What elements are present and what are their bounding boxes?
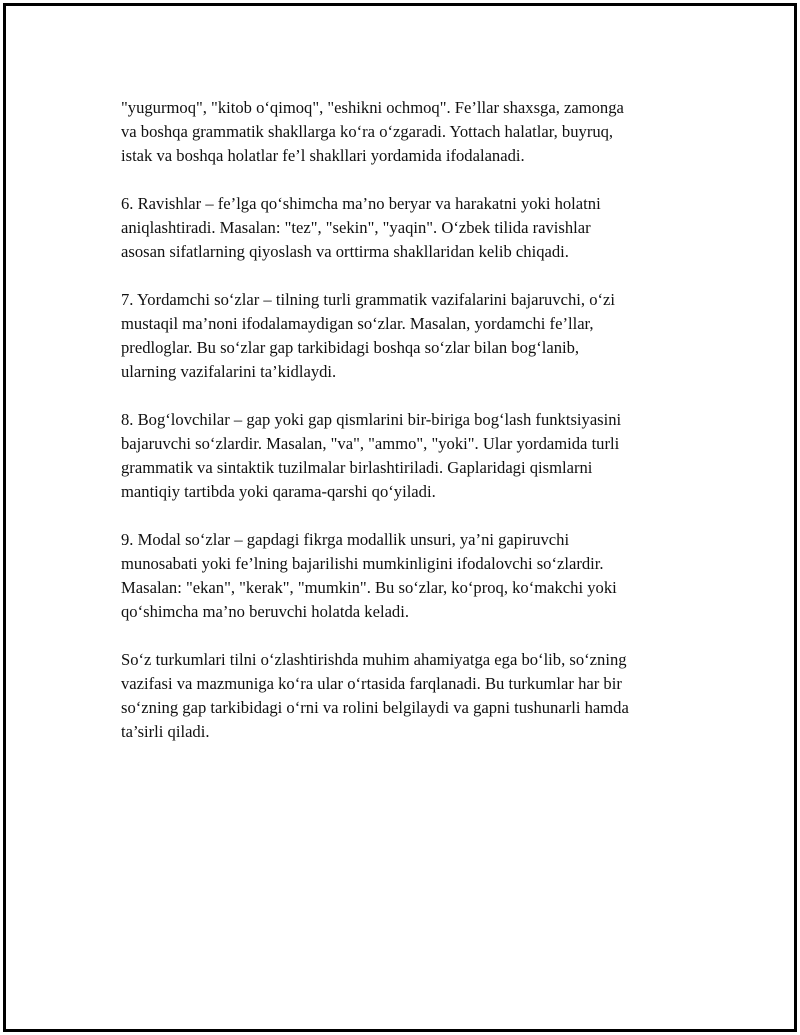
paragraph-modal-words: 9. Modal so‘zlar – gapdagi fikrga modallik unsuri, ya’ni gapiruvchi munosabati yoki fe’lning bajarilishi mumkinligini ifodalovchi so‘zlardir. Masalan: "ekan", "kerak", "mumkin". Bu so‘zlar, ko‘proq, ko‘makchi yoki qo‘shimcha ma’no beruvchi holatda keladi. — [121, 530, 617, 621]
paragraph-adverbs: 6. Ravishlar – fe’lga qo‘shimcha ma’no beryar va harakatni yoki holatni aniqlashtiradi. Masalan: "tez", "sekin", "yaqin". O‘zbek tilida ravishlar asosan sifatlarning qiyoslash va orttirma shakllaridan kelib chiqadi. — [121, 194, 601, 261]
paragraph-verbs-continued: "yugurmoq", "kitob o‘qimoq", "eshikni ochmoq". Fe’llar shaxsga, zamonga va boshqa grammatik shakllarga ko‘ra o‘zgaradi. Yottach halatlar, buyruq, istak va boshqa holatlar fe’l shakllari yordamida ifodalanadi. — [121, 98, 624, 165]
paragraph-conclusion: So‘z turkumlari tilni o‘zlashtirishda muhim ahamiyatga ega bo‘lib, so‘zning vazifasi va mazmuniga ko‘ra ular o‘rtasida farqlanadi. Bu turkumlar har bir so‘zning gap tarkibidagi o‘rni va rolini belgilaydi va gapni tushunarli hamda ta’sirli qiladi. — [121, 650, 629, 741]
page-content — [121, 96, 711, 768]
page-frame — [3, 3, 797, 1032]
paragraph-auxiliary-words: 7. Yordamchi so‘zlar – tilning turli grammatik vazifalarini bajaruvchi, o‘zi mustaqil ma’noni ifodalamaydigan so‘zlar. Masalan, yordamchi fe’llar, predloglar. Bu so‘zlar gap tarkibidagi boshqa so‘zlar bilan bog‘lanib, ularning vazifalarini ta’kidlaydi. — [121, 290, 615, 381]
paragraph-conjunctions: 8. Bog‘lovchilar – gap yoki gap qismlarini bir-biriga bog‘lash funktsiyasini bajaruvchi so‘zlardir. Masalan, "va", "ammo", "yoki". Ular yordamida turli grammatik va sintaktik tuzilmalar birlashtiriladi. Gaplaridagi qismlarni mantiqiy tartibda yoki qarama-qarshi qo‘yiladi. — [121, 410, 622, 501]
